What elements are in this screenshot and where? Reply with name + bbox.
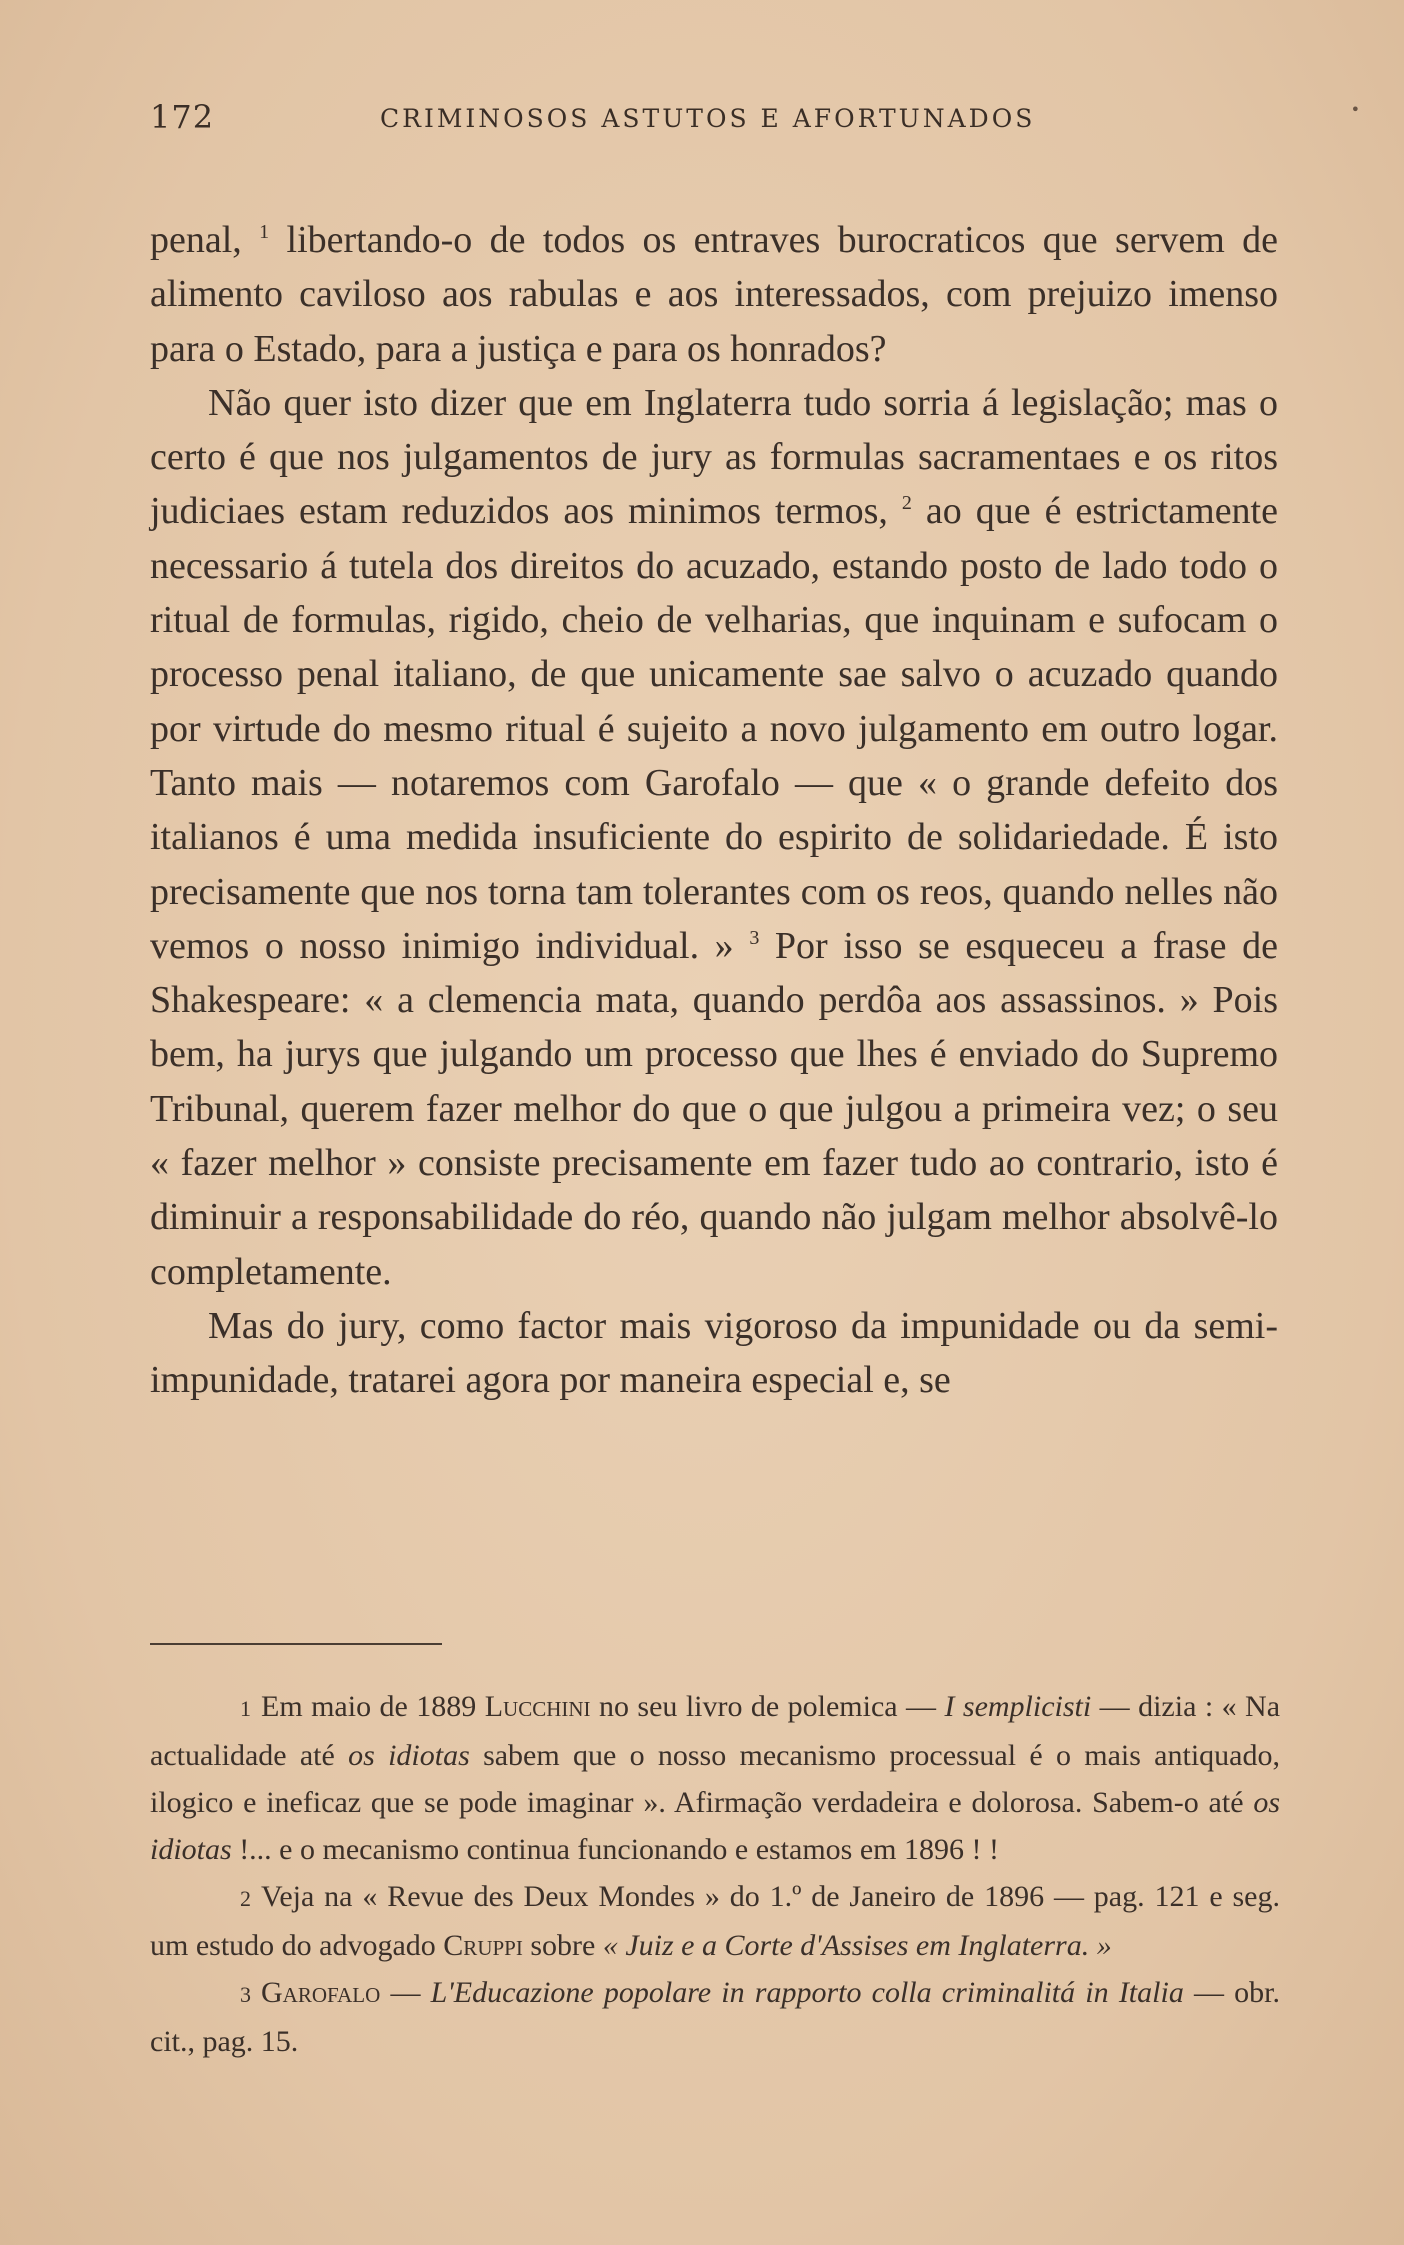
footnote-2: 2 Veja na « Revue des Deux Mondes » do 1.º de Janeiro de 1896 — pag. 121 e seg. um estudo do advogado Cruppi sobre « Juiz e a Corte d'Assises em Inglaterra. » bbox=[150, 1880, 1280, 1962]
author-name: Lucchini bbox=[484, 1690, 591, 1723]
footnote-3: 3 Garofalo — L'Educazione popolare in rapporto colla criminalitá in Italia — obr. cit., pag. 15. bbox=[150, 1976, 1281, 2058]
author-name: Garofalo bbox=[261, 1976, 381, 2009]
footnotes bbox=[150, 1683, 1280, 2065]
footnote-number: 3 bbox=[240, 1982, 251, 2007]
work-title: « Juiz e a Corte d'Assises em Inglaterra. » bbox=[602, 1929, 1112, 1962]
page-header bbox=[150, 98, 1360, 142]
page-number: 172 bbox=[150, 98, 215, 136]
footnote-ref-2: 2 bbox=[901, 492, 912, 515]
footnote-number: 1 bbox=[240, 1696, 251, 1721]
work-title: I semplicisti bbox=[944, 1690, 1092, 1723]
footnote-1: 1 Em maio de 1889 Lucchini no seu livro de polemica — I semplicisti — dizia : « Na actualidade até os idiotas sabem que o nosso mecanismo processual é o mais antiquado, ilogico e ineficaz que se pode imaginar ». Afirmação verdadeira e dolorosa. Sabem-o até os idiotas !... e o mecanismo continua funcionando e estamos em 1896 ! ! bbox=[150, 1690, 1281, 1866]
paragraph-1: penal, $^1$ libertando-o de todos os entraves burocraticos que servem de alimento caviloso aos rabulas e aos interessados, com prejuizo imenso para o Estado, para a justiça e para os honrados? bbox=[150, 219, 1278, 370]
body-text bbox=[150, 213, 1278, 1408]
paragraph-3: Mas do jury, como factor mais vigoroso da impunidade ou da semi-impunidade, tratarei agora por maneira especial e, se bbox=[150, 1304, 1278, 1402]
footnote-ref-3: 3 bbox=[749, 926, 760, 949]
corner-mark: • bbox=[1350, 100, 1360, 119]
footnote-number: 2 bbox=[240, 1886, 251, 1911]
author-name: Cruppi bbox=[443, 1929, 523, 1962]
paragraph-2: Não quer isto dizer que em Inglaterra tudo sorria á legislação; mas o certo é que nos julgamentos de jury as formulas sacramentaes e os ritos judiciaes estam reduzidos aos minimos termos, $^2$ ao que é estrictamente necessario á tutela dos direitos do acuzado, estando posto de lado todo o ritual de formulas, rigido, cheio de velharias, que inquinam e sufocam o processo penal italiano, de que unicamente sae salvo o acuzado quando por virtude do mesmo ritual é sujeito a novo julgamento em outro logar. Tanto mais — notaremos com Garofalo — que « o grande defeito dos italianos é uma medida insuficiente do espirito de solidariedade. É isto precisamente que nos torna tam tolerantes com os reos, quando nelles não vemos o nosso inimigo individual. » $^3$ Por isso se esqueceu a frase de Shakespeare: « a clemencia mata, quando perdôa aos assassinos. » Pois bem, ha jurys que julgando um processo que lhes é enviado do Supremo Tribunal, querem fazer melhor do que o que julgou a primeira vez; o seu « fazer melhor » consiste precisamente em fazer tudo ao contrario, isto é diminuir a responsabilidade do réo, quando não julgam melhor absolvê-lo completamente. bbox=[150, 381, 1279, 1293]
footnote-ref-1: 1 bbox=[259, 221, 270, 243]
footnote-rule bbox=[150, 1643, 442, 1645]
work-title: L'Educazione popolare in rapporto colla criminalitá in Italia bbox=[430, 1976, 1184, 2009]
running-title: CRIMINOSOS ASTUTOS E AFORTUNADOS bbox=[380, 104, 1036, 133]
